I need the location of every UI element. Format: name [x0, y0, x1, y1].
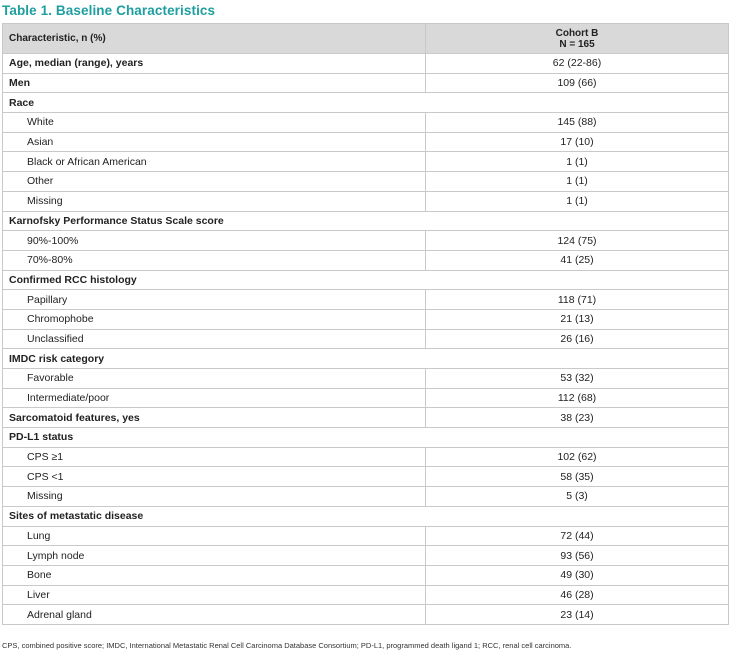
row-value: 93 (56) [426, 546, 729, 566]
table-row [3, 152, 729, 172]
characteristic-header: Characteristic, n (%) [3, 24, 426, 54]
row-value: 1 (1) [426, 152, 729, 172]
table-row [3, 428, 729, 448]
row-label: Sites of metastatic disease [3, 506, 729, 526]
row-label: Confirmed RCC histology [3, 270, 729, 290]
row-label: Other [3, 172, 426, 192]
table-row [3, 369, 729, 389]
cohort-n: N = 165 [559, 38, 595, 50]
row-label: Men [3, 73, 426, 93]
row-label: CPS <1 [3, 467, 426, 487]
table-row [3, 290, 729, 310]
row-value: 5 (3) [426, 487, 729, 507]
row-value: 1 (1) [426, 172, 729, 192]
table-row [3, 388, 729, 408]
table-row [3, 73, 729, 93]
row-label: Age, median (range), years [3, 54, 426, 74]
row-label: Adrenal gland [3, 605, 426, 625]
row-value: 38 (23) [426, 408, 729, 428]
row-value: 118 (71) [426, 290, 729, 310]
table-row [3, 546, 729, 566]
row-value: 145 (88) [426, 113, 729, 133]
table-row [3, 54, 729, 74]
baseline-characteristics-table [2, 23, 729, 625]
row-label: Missing [3, 487, 426, 507]
table-row [3, 270, 729, 290]
row-label: Favorable [3, 369, 426, 389]
row-label: Chromophobe [3, 309, 426, 329]
row-label: Unclassified [3, 329, 426, 349]
table-row [3, 132, 729, 152]
table-row [3, 349, 729, 369]
row-value: 124 (75) [426, 231, 729, 251]
row-value: 21 (13) [426, 309, 729, 329]
row-value: 26 (16) [426, 329, 729, 349]
row-value: 72 (44) [426, 526, 729, 546]
row-label: Asian [3, 132, 426, 152]
row-label: Missing [3, 191, 426, 211]
row-label: 70%-80% [3, 250, 426, 270]
row-value: 102 (62) [426, 447, 729, 467]
table-row [3, 506, 729, 526]
cohort-label: Cohort B [555, 27, 599, 39]
table-row [3, 487, 729, 507]
row-label: CPS ≥1 [3, 447, 426, 467]
table-row [3, 585, 729, 605]
row-label: 90%-100% [3, 231, 426, 251]
table-row [3, 329, 729, 349]
table-row [3, 408, 729, 428]
row-label: Papillary [3, 290, 426, 310]
row-label: Sarcomatoid features, yes [3, 408, 426, 428]
row-value: 53 (32) [426, 369, 729, 389]
row-label: Lung [3, 526, 426, 546]
row-value: 41 (25) [426, 250, 729, 270]
table-row [3, 172, 729, 192]
row-value: 58 (35) [426, 467, 729, 487]
row-label: White [3, 113, 426, 133]
table-row [3, 231, 729, 251]
table-row [3, 447, 729, 467]
table-row [3, 250, 729, 270]
row-label: Karnofsky Performance Status Scale score [3, 211, 729, 231]
table-body [3, 54, 729, 625]
row-label: PD-L1 status [3, 428, 729, 448]
row-label: Bone [3, 565, 426, 585]
cohort-header [426, 24, 729, 54]
table-row [3, 211, 729, 231]
table-row [3, 191, 729, 211]
table-row [3, 565, 729, 585]
table-row [3, 467, 729, 487]
table-footnote: CPS, combined positive score; IMDC, International Metastatic Renal Cell Carcinoma Database Consortium; PD-L1, programmed death ligand 1; RCC, renal cell carcinoma. [2, 641, 572, 650]
row-value: 17 (10) [426, 132, 729, 152]
row-label: Black or African American [3, 152, 426, 172]
table-header-row [3, 24, 729, 54]
table-title: Table 1. Baseline Characteristics [2, 3, 216, 18]
row-value: 112 (68) [426, 388, 729, 408]
row-value: 46 (28) [426, 585, 729, 605]
row-label: Race [3, 93, 729, 113]
row-label: Liver [3, 585, 426, 605]
table-row [3, 113, 729, 133]
row-label: IMDC risk category [3, 349, 729, 369]
row-value: 23 (14) [426, 605, 729, 625]
row-value: 1 (1) [426, 191, 729, 211]
table-row [3, 526, 729, 546]
row-value: 62 (22-86) [426, 54, 729, 74]
table-row [3, 93, 729, 113]
row-label: Intermediate/poor [3, 388, 426, 408]
row-value: 49 (30) [426, 565, 729, 585]
row-value: 109 (66) [426, 73, 729, 93]
row-label: Lymph node [3, 546, 426, 566]
table-row [3, 605, 729, 625]
table-row [3, 309, 729, 329]
